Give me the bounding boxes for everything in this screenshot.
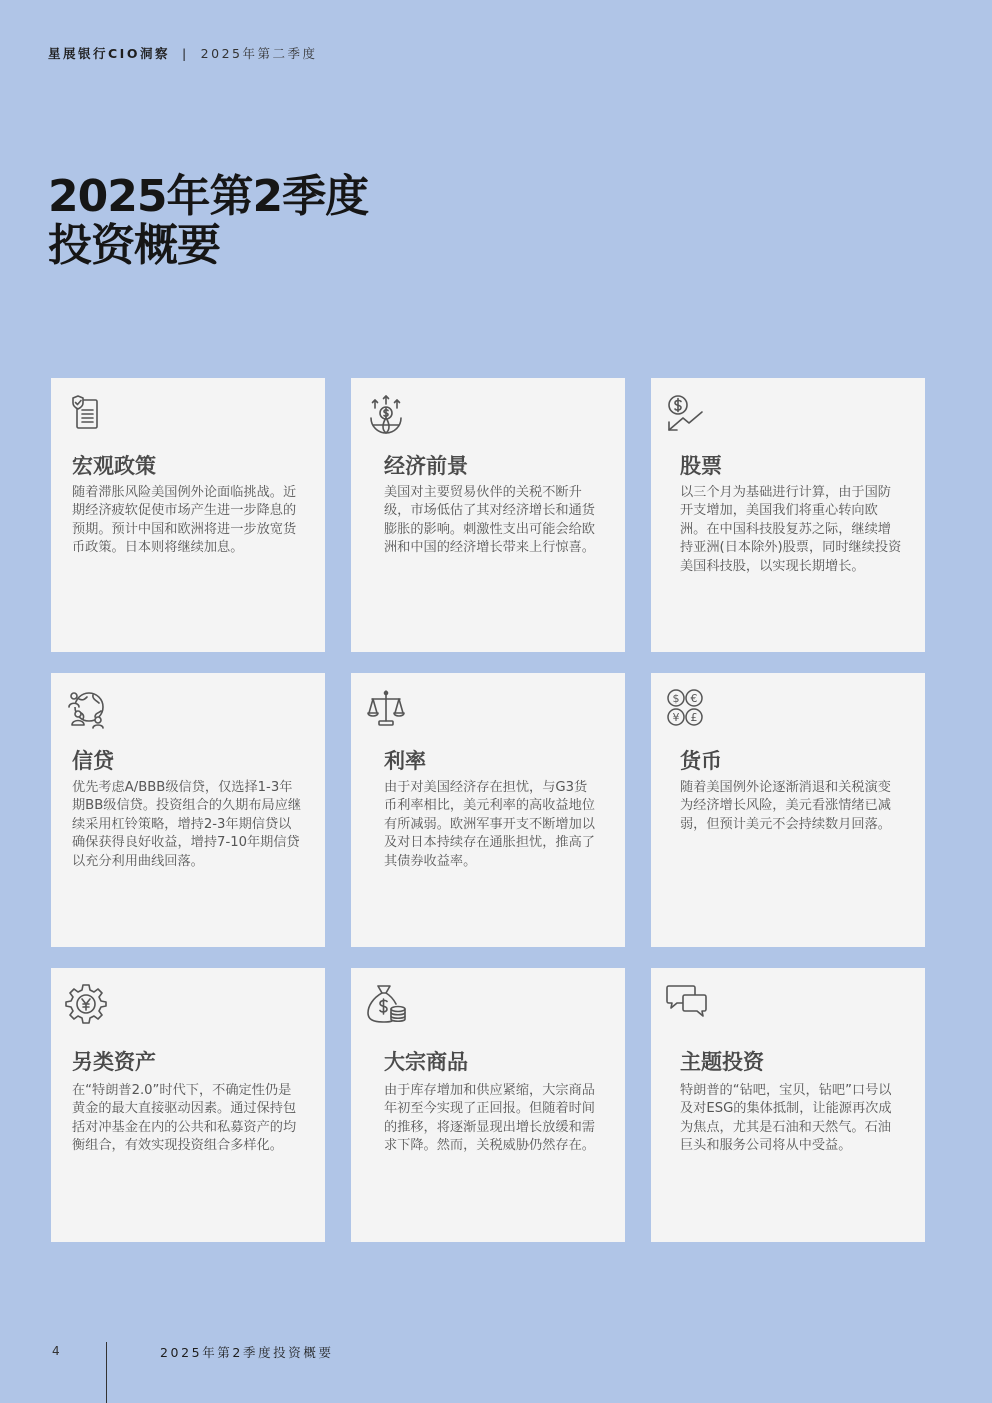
page-title-line1: 2025年第2季度 [48,171,369,222]
card-body: 在“特朗普2.0”时代下，不确定性仍是黄金的最大直接驱动因素。通过保持包括对冲基金在内的公共和私募资产的均衡组合，有效实现投资组合多样化。 [72,1083,297,1154]
money-bag-icon [365,982,407,1024]
card-equities [651,378,925,652]
card-economic-outlook [351,378,625,652]
card-commodities [351,968,625,1242]
dollar-trend-icon [665,392,707,434]
footer-title: 2025年第2季度投资概要 [160,1345,334,1360]
card-macro-policy [51,378,325,652]
header-quarter: 2025年第二季度 [200,46,318,61]
card-body: 由于库存增加和供应紧缩，大宗商品年初至今实现了正回报。但随着时间的推移，将逐渐显现出增长放缓和需求下降。然而，关税威胁仍然存在。 [384,1083,595,1154]
currency-coins-icon [665,687,707,729]
page-number: 4 [52,1344,60,1358]
credit-people-icon [65,687,107,729]
card-title: 货币 [680,749,722,773]
card-currency [651,673,925,947]
svg-text:€: € [690,692,698,705]
svg-text:$: $ [672,692,680,705]
card-rates [351,673,625,947]
card-body: 随着美国例外论逐渐消退和关税演变为经济增长风险，美元看涨情绪已减弱，但预计美元不会持续数月回落。 [680,780,891,832]
card-title: 另类资产 [72,1050,156,1074]
card-title: 大宗商品 [384,1050,468,1074]
card-credit [51,673,325,947]
card-body: 随着滞胀风险美国例外论面临挑战。近期经济疲软促使市场产生进一步降息的预期。预计中国和欧洲将进一步放宽货币政策。日本则将继续加息。 [72,485,297,556]
card-title: 宏观政策 [72,454,156,478]
gear-yen-icon [65,982,107,1024]
card-body: 美国对主要贸易伙伴的关税不断升级，市场低估了其对经济增长和通货膨胀的影响。刺激性支出可能会给欧洲和中国的经济增长带来上行惊喜。 [384,485,595,556]
card-title: 利率 [384,749,426,773]
shield-document-icon [65,392,107,434]
globe-dollar-icon [365,392,407,434]
footer-divider [106,1342,107,1403]
card-body: 优先考虑A/BBB级信贷，仅选择1-3年期BB级信贷。投资组合的久期布局应继续采用杠铃策略，增持2-3年期信贷以确保获得良好收益，增持7-10年期信贷以充分利用曲线回落。 [72,780,302,869]
balance-scale-icon [365,687,407,729]
header-brand: 星展银行CIO洞察 [48,46,170,61]
svg-text:¥: ¥ [672,711,680,724]
svg-text:£: £ [690,711,698,724]
page-title [48,172,368,270]
card-title: 主题投资 [680,1050,764,1074]
card-title: 信贷 [72,749,114,773]
card-title: 经济前景 [384,454,468,478]
card-body: 以三个月为基础进行计算，由于国防开支增加，美国我们将重心转向欧洲。在中国科技股复苏之际，继续增持亚洲(日本除外)股票，同时继续投资美国科技股，以实现长期增长。 [680,485,902,574]
card-body: 特朗普的“钻吧，宝贝，钻吧”口号以及对ESG的集体抵制，让能源再次成为焦点，尤其是石油和天然气。石油巨头和服务公司将从中受益。 [680,1083,892,1154]
chat-bubbles-icon [665,982,707,1024]
card-body: 由于对美国经济存在担忧，与G3货币利率相比，美元利率的高收益地位有所减弱。欧洲军事开支不断增加以及对日本持续存在通胀担忧，推高了其债券收益率。 [384,780,595,869]
card-thematic [651,968,925,1242]
page-title-line2: 投资概要 [48,220,220,271]
page-header [48,44,317,62]
header-separator: | [181,46,189,61]
card-alternatives [51,968,325,1242]
card-title: 股票 [680,454,722,478]
